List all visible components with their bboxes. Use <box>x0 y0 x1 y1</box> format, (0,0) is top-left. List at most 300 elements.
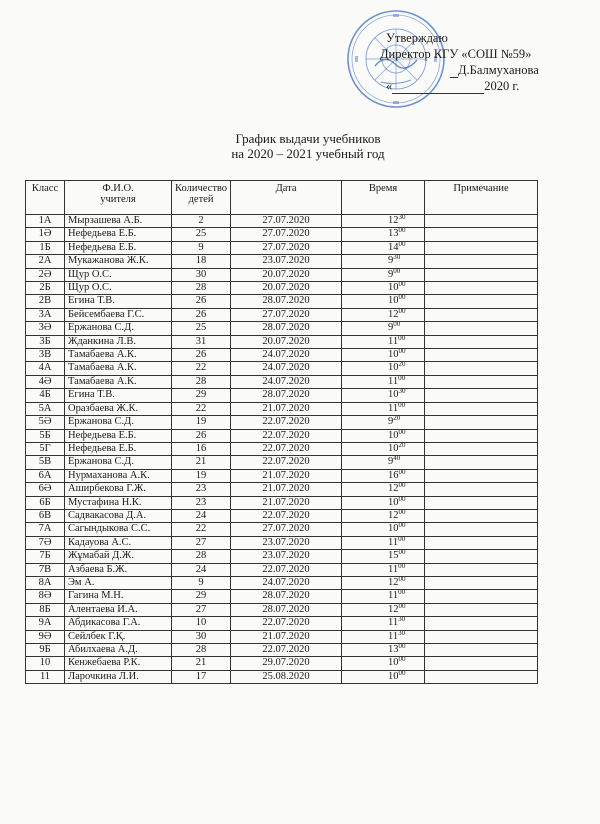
time-hours: 10 <box>388 362 399 374</box>
time-minutes: 30 <box>398 630 406 637</box>
cell-date: 23.07.2020 <box>231 255 342 268</box>
cell-note <box>425 215 538 228</box>
cell-date: 27.07.2020 <box>231 215 342 228</box>
cell-time <box>342 228 425 241</box>
cell-note <box>425 576 538 589</box>
cell-teacher: Нефедьева Е.Б. <box>65 442 172 455</box>
table-row <box>26 644 538 657</box>
cell-note <box>425 509 538 522</box>
time-hours: 11 <box>388 536 399 548</box>
time-minutes: 30 <box>398 214 406 221</box>
cell-time <box>342 617 425 630</box>
time-minutes: 00 <box>398 348 406 356</box>
table-header-row <box>26 181 538 215</box>
cell-time <box>342 241 425 254</box>
table-row <box>26 255 538 268</box>
cell-teacher: Егина Т.В. <box>65 389 172 402</box>
table-row <box>26 670 538 683</box>
cell-date: 22.07.2020 <box>231 563 342 576</box>
cell-time <box>342 255 425 268</box>
cell-teacher: Алентаева И.А. <box>65 603 172 616</box>
time-hours: 14 <box>388 241 399 253</box>
cell-time <box>342 603 425 616</box>
title-line-2: на 2020 – 2021 учебный год <box>231 146 385 161</box>
time-minutes: 00 <box>398 549 406 557</box>
cell-count: 9 <box>172 241 231 254</box>
cell-note <box>425 469 538 482</box>
cell-date: 20.07.2020 <box>231 282 342 295</box>
cell-count: 27 <box>172 536 231 549</box>
approver-name: Д.Балмуханова <box>458 63 539 77</box>
cell-teacher: Егина Т.В. <box>65 295 172 308</box>
table-row <box>26 389 538 402</box>
cell-date: 23.07.2020 <box>231 550 342 563</box>
cell-time <box>342 215 425 228</box>
cell-note <box>425 349 538 362</box>
cell-teacher: Щур О.С. <box>65 268 172 281</box>
cell-note <box>425 335 538 348</box>
cell-teacher: Тамабаева А.К. <box>65 349 172 362</box>
table-row <box>26 617 538 630</box>
cell-time <box>342 670 425 683</box>
cell-date: 27.07.2020 <box>231 523 342 536</box>
time-hours: 11 <box>388 630 399 642</box>
cell-time <box>342 657 425 670</box>
cell-date: 21.07.2020 <box>231 630 342 643</box>
cell-time <box>342 295 425 308</box>
header-teacher-line-1: Ф.И.О. <box>102 183 134 194</box>
schedule-table <box>25 180 538 684</box>
cell-count: 17 <box>172 670 231 683</box>
header-date: Дата <box>231 181 342 215</box>
header-class: Класс <box>26 181 65 215</box>
cell-count: 25 <box>172 228 231 241</box>
cell-note <box>425 295 538 308</box>
header-count-line-2: детей <box>188 194 214 205</box>
cell-teacher: Нефедьева Е.Б. <box>65 228 172 241</box>
time-hours: 12 <box>388 576 399 588</box>
cell-date: 22.07.2020 <box>231 429 342 442</box>
cell-class: 9Б <box>26 644 65 657</box>
cell-count: 9 <box>172 576 231 589</box>
cell-count: 30 <box>172 630 231 643</box>
cell-date: 22.07.2020 <box>231 456 342 469</box>
cell-teacher: Оразбаева Ж.К. <box>65 402 172 415</box>
cell-note <box>425 483 538 496</box>
table-row <box>26 630 538 643</box>
cell-note <box>425 617 538 630</box>
table-row <box>26 603 538 616</box>
time-hours: 9 <box>388 255 394 267</box>
cell-class: 5Б <box>26 429 65 442</box>
time-hours: 10 <box>388 429 399 441</box>
header-note: Примечание <box>425 181 538 215</box>
cell-count: 25 <box>172 322 231 335</box>
cell-time <box>342 362 425 375</box>
cell-class: 7Ә <box>26 536 65 549</box>
table-row <box>26 241 538 254</box>
cell-date: 21.07.2020 <box>231 496 342 509</box>
table-row <box>26 282 538 295</box>
cell-count: 10 <box>172 617 231 630</box>
cell-date: 24.07.2020 <box>231 362 342 375</box>
cell-count: 24 <box>172 563 231 576</box>
time-minutes: 00 <box>398 603 406 610</box>
cell-class: 3А <box>26 308 65 321</box>
time-hours: 9 <box>388 322 394 334</box>
table-row <box>26 576 538 589</box>
cell-time <box>342 442 425 455</box>
cell-time <box>342 268 425 281</box>
cell-class: 9А <box>26 617 65 630</box>
time-minutes: 00 <box>398 294 406 302</box>
cell-class: 2А <box>26 255 65 268</box>
time-hours: 10 <box>388 670 399 682</box>
cell-teacher: Эм А. <box>65 576 172 589</box>
time-minutes: 00 <box>398 429 406 436</box>
cell-note <box>425 255 538 268</box>
table-row <box>26 308 538 321</box>
time-minutes: 20 <box>398 361 406 369</box>
cell-date: 22.07.2020 <box>231 617 342 630</box>
cell-count: 23 <box>172 483 231 496</box>
cell-teacher: Нефедьева Е.Б. <box>65 429 172 442</box>
cell-date: 27.07.2020 <box>231 228 342 241</box>
cell-teacher: Мукажанова Ж.К. <box>65 255 172 268</box>
time-hours: 10 <box>388 442 399 454</box>
time-minutes: 30 <box>398 616 406 624</box>
cell-time <box>342 590 425 603</box>
time-minutes: 00 <box>398 496 406 503</box>
cell-time <box>342 523 425 536</box>
cell-count: 22 <box>172 362 231 375</box>
cell-date: 28.07.2020 <box>231 295 342 308</box>
cell-date: 27.07.2020 <box>231 308 342 321</box>
cell-note <box>425 308 538 321</box>
cell-date: 21.07.2020 <box>231 402 342 415</box>
cell-count: 26 <box>172 295 231 308</box>
time-minutes: 00 <box>398 241 406 248</box>
cell-note <box>425 563 538 576</box>
cell-time <box>342 322 425 335</box>
cell-time <box>342 282 425 295</box>
cell-class: 8А <box>26 576 65 589</box>
cell-class: 3Б <box>26 335 65 348</box>
cell-class: 3Ә <box>26 322 65 335</box>
time-minutes: 00 <box>398 670 406 677</box>
cell-count: 30 <box>172 268 231 281</box>
cell-teacher: Азбаева Б.Ж. <box>65 563 172 576</box>
approval-year: 2020 г. <box>484 79 520 93</box>
cell-note <box>425 657 538 670</box>
table-row <box>26 429 538 442</box>
cell-time <box>342 630 425 643</box>
table-row <box>26 509 538 522</box>
approval-line-2: Директор КГУ «СОШ №59» <box>380 47 532 61</box>
cell-teacher: Нефедьева Е.Б. <box>65 241 172 254</box>
time-hours: 11 <box>388 335 399 347</box>
cell-teacher: Ержанова С.Д. <box>65 416 172 429</box>
cell-note <box>425 630 538 643</box>
cell-teacher: Бейсембаева Г.С. <box>65 308 172 321</box>
cell-class: 6А <box>26 469 65 482</box>
time-minutes: 00 <box>398 308 406 315</box>
table-row <box>26 657 538 670</box>
table-row <box>26 228 538 241</box>
cell-class: 6В <box>26 509 65 522</box>
cell-note <box>425 644 538 657</box>
header-teacher-line-2: учителя <box>100 194 136 205</box>
cell-teacher: Сейлбек Г.Қ. <box>65 630 172 643</box>
cell-date: 23.07.2020 <box>231 536 342 549</box>
cell-note <box>425 536 538 549</box>
table-row <box>26 442 538 455</box>
time-minutes: 00 <box>398 402 406 409</box>
cell-note <box>425 282 538 295</box>
table-row <box>26 349 538 362</box>
time-hours: 15 <box>388 550 399 562</box>
cell-time <box>342 509 425 522</box>
time-hours: 10 <box>388 523 399 535</box>
cell-note <box>425 523 538 536</box>
cell-note <box>425 550 538 563</box>
cell-class: 2Б <box>26 282 65 295</box>
cell-teacher: Абилхаева А.Д. <box>65 644 172 657</box>
cell-note <box>425 241 538 254</box>
cell-teacher: Абдикасова Г.А. <box>65 617 172 630</box>
time-hours: 9 <box>388 456 394 468</box>
table-row <box>26 469 538 482</box>
table-row <box>26 590 538 603</box>
cell-count: 26 <box>172 308 231 321</box>
cell-teacher: Щур О.С. <box>65 282 172 295</box>
cell-teacher: Сагындыкова С.С. <box>65 523 172 536</box>
cell-time <box>342 389 425 402</box>
cell-date: 22.07.2020 <box>231 509 342 522</box>
cell-note <box>425 456 538 469</box>
time-minutes: 00 <box>393 268 401 275</box>
time-minutes: 00 <box>398 536 406 543</box>
cell-count: 21 <box>172 456 231 469</box>
time-minutes: 00 <box>398 509 406 516</box>
table-body <box>26 215 538 684</box>
table-row <box>26 362 538 375</box>
cell-note <box>425 416 538 429</box>
cell-class: 5Ә <box>26 416 65 429</box>
cell-class: 5В <box>26 456 65 469</box>
cell-time <box>342 563 425 576</box>
cell-date: 24.07.2020 <box>231 576 342 589</box>
cell-count: 16 <box>172 442 231 455</box>
cell-count: 22 <box>172 402 231 415</box>
cell-count: 26 <box>172 349 231 362</box>
cell-note <box>425 603 538 616</box>
cell-note <box>425 670 538 683</box>
cell-class: 2Ә <box>26 268 65 281</box>
cell-teacher: Садвакасова Д.А. <box>65 509 172 522</box>
time-minutes: 00 <box>398 576 406 583</box>
cell-class: 5А <box>26 402 65 415</box>
time-minutes: 40 <box>393 455 401 463</box>
time-minutes: 00 <box>398 656 406 664</box>
table-row <box>26 215 538 228</box>
cell-count: 28 <box>172 644 231 657</box>
time-hours: 12 <box>388 308 399 320</box>
cell-count: 31 <box>172 335 231 348</box>
cell-class: 10 <box>26 657 65 670</box>
cell-class: 7Б <box>26 550 65 563</box>
cell-class: 7А <box>26 523 65 536</box>
time-minutes: 30 <box>398 388 406 396</box>
cell-time <box>342 469 425 482</box>
time-hours: 11 <box>388 617 399 629</box>
cell-count: 27 <box>172 603 231 616</box>
time-minutes: 00 <box>398 563 406 570</box>
cell-date: 27.07.2020 <box>231 241 342 254</box>
cell-class: 4Ә <box>26 375 65 388</box>
cell-class: 6Б <box>26 496 65 509</box>
cell-note <box>425 322 538 335</box>
time-hours: 12 <box>388 509 399 521</box>
time-hours: 10 <box>388 496 399 508</box>
table-row <box>26 375 538 388</box>
approval-line-4 <box>370 78 590 94</box>
cell-time <box>342 429 425 442</box>
table-row <box>26 563 538 576</box>
cell-teacher: Гагина М.Н. <box>65 590 172 603</box>
cell-date: 20.07.2020 <box>231 268 342 281</box>
cell-teacher: Аширбекова Г.Ж. <box>65 483 172 496</box>
time-minutes: 00 <box>398 522 406 530</box>
table-row <box>26 536 538 549</box>
cell-date: 21.07.2020 <box>231 483 342 496</box>
cell-time <box>342 644 425 657</box>
cell-teacher: Жданкина Л.В. <box>65 335 172 348</box>
cell-class: 4А <box>26 362 65 375</box>
table-row <box>26 416 538 429</box>
cell-time <box>342 308 425 321</box>
cell-date: 22.07.2020 <box>231 442 342 455</box>
time-minutes: 00 <box>398 375 406 382</box>
cell-count: 19 <box>172 469 231 482</box>
cell-count: 19 <box>172 416 231 429</box>
cell-date: 28.07.2020 <box>231 322 342 335</box>
cell-class: 11 <box>26 670 65 683</box>
time-minutes: 00 <box>398 482 406 490</box>
cell-count: 29 <box>172 590 231 603</box>
cell-class: 8Б <box>26 603 65 616</box>
cell-date: 28.07.2020 <box>231 590 342 603</box>
cell-count: 28 <box>172 375 231 388</box>
cell-count: 22 <box>172 523 231 536</box>
time-hours: 10 <box>388 349 399 361</box>
approval-line-3 <box>370 62 590 78</box>
header-count-line-1: Количество <box>175 183 228 194</box>
cell-count: 18 <box>172 255 231 268</box>
cell-time <box>342 375 425 388</box>
cell-teacher: Мырзашева А.Б. <box>65 215 172 228</box>
time-hours: 10 <box>388 295 399 307</box>
cell-note <box>425 228 538 241</box>
table-row <box>26 496 538 509</box>
time-minutes: 00 <box>398 469 406 476</box>
cell-class: 6Ә <box>26 483 65 496</box>
cell-class: 5Г <box>26 442 65 455</box>
cell-date: 28.07.2020 <box>231 389 342 402</box>
table-row <box>26 456 538 469</box>
cell-time <box>342 496 425 509</box>
cell-count: 21 <box>172 657 231 670</box>
time-hours: 13 <box>388 644 399 655</box>
cell-class: 3В <box>26 349 65 362</box>
table-row <box>26 550 538 563</box>
header-count <box>172 181 231 215</box>
header-teacher <box>65 181 172 215</box>
cell-date: 24.07.2020 <box>231 375 342 388</box>
time-hours: 10 <box>388 389 399 401</box>
cell-teacher: Ержанова С.Д. <box>65 456 172 469</box>
cell-class: 2В <box>26 295 65 308</box>
time-hours: 12 <box>388 215 399 226</box>
cell-date: 20.07.2020 <box>231 335 342 348</box>
cell-teacher: Тамабаева А.К. <box>65 362 172 375</box>
cell-date: 22.07.2020 <box>231 416 342 429</box>
cell-teacher: Кенжебаева Р.К. <box>65 657 172 670</box>
time-hours: 11 <box>388 402 399 414</box>
cell-note <box>425 268 538 281</box>
cell-count: 26 <box>172 429 231 442</box>
cell-time <box>342 536 425 549</box>
time-minutes: 00 <box>398 589 406 597</box>
cell-time <box>342 416 425 429</box>
cell-date: 24.07.2020 <box>231 349 342 362</box>
approval-line-1: Утверждаю <box>386 31 448 45</box>
time-minutes: 00 <box>398 335 406 342</box>
document-title <box>0 131 600 161</box>
cell-note <box>425 442 538 455</box>
cell-teacher: Ержанова С.Д. <box>65 322 172 335</box>
cell-count: 29 <box>172 389 231 402</box>
title-line-1: График выдачи учебников <box>235 131 381 146</box>
cell-teacher: Тамабаева А.К. <box>65 375 172 388</box>
cell-count: 23 <box>172 496 231 509</box>
table-row <box>26 268 538 281</box>
date-quote-mark: « <box>386 79 393 93</box>
cell-time <box>342 483 425 496</box>
cell-teacher: Жұмабай Д.Ж. <box>65 550 172 563</box>
cell-time <box>342 456 425 469</box>
cell-date: 22.07.2020 <box>231 644 342 657</box>
cell-teacher: Нурмаханова А.К. <box>65 469 172 482</box>
time-hours: 10 <box>388 282 399 294</box>
table-row <box>26 523 538 536</box>
cell-count: 28 <box>172 550 231 563</box>
header-time: Время <box>342 181 425 215</box>
cell-class: 1Б <box>26 241 65 254</box>
time-minutes: 00 <box>398 643 406 650</box>
cell-class: 8Ә <box>26 590 65 603</box>
time-hours: 9 <box>388 268 394 280</box>
cell-count: 2 <box>172 215 231 228</box>
cell-class: 7В <box>26 563 65 576</box>
cell-note <box>425 362 538 375</box>
time-minutes: 00 <box>393 321 401 329</box>
time-hours: 11 <box>388 590 399 602</box>
table-row <box>26 402 538 415</box>
cell-note <box>425 402 538 415</box>
time-minutes: 20 <box>393 415 401 423</box>
time-hours: 12 <box>388 603 399 615</box>
